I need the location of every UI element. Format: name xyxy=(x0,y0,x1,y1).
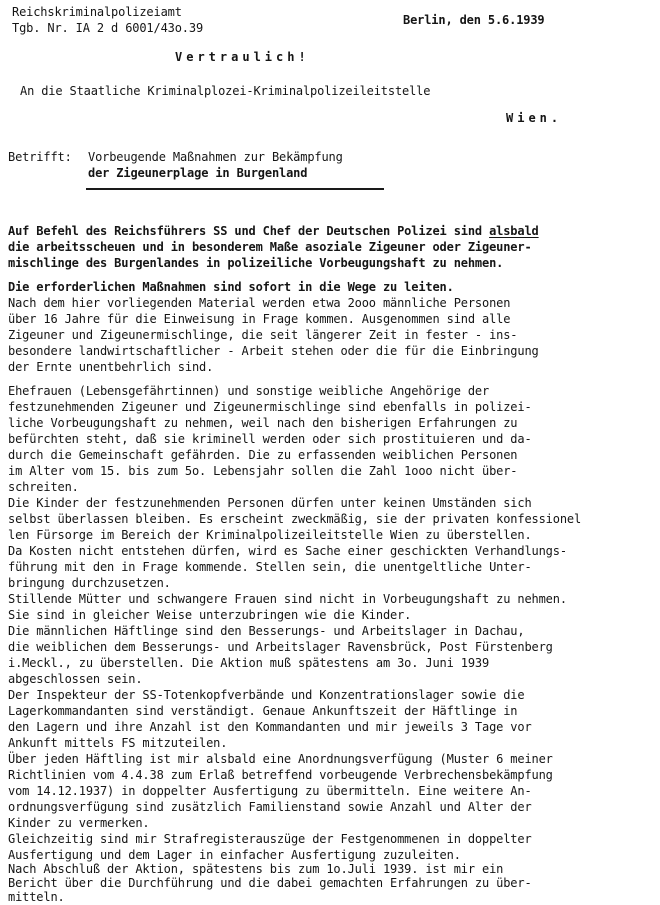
subject-label: Betrifft: xyxy=(8,150,72,164)
classification-mark: Vertraulich! xyxy=(175,50,310,64)
body-line xyxy=(8,224,539,239)
body-line: Ankunft mittels FS mitzuteilen. xyxy=(8,736,228,750)
body-line: der Ernte unentbehrlich sind. xyxy=(8,360,214,374)
body-line: Der Inspekteur der SS-Totenkopfverbände und Konzentrationslager sowie die xyxy=(8,688,525,702)
body-line: die weiblichen dem Besserungs- und Arbeitslager Ravensbrück, Post Fürstenberg xyxy=(8,640,553,654)
reference-number: Tgb. Nr. IA 2 d 6001/43o.39 xyxy=(12,21,204,35)
body-line: Nach Abschluß der Aktion, spätestens bis zum 1o.Juli 1939. ist mir ein xyxy=(8,862,504,876)
body-line: Über jeden Häftling ist mir alsbald eine Anordnungsverfügung (Muster 6 meiner xyxy=(8,752,553,766)
body-line: Gleichzeitig sind mir Strafregisterauszüge der Festgenommenen in doppelter xyxy=(8,832,532,846)
body-line: die arbeitsscheuen und in besonderem Maße asoziale Zigeuner oder Zigeuner- xyxy=(8,240,532,254)
body-line: Da Kosten nicht entstehen dürfen, wird es Sache einer geschickten Verhandlungs- xyxy=(8,544,567,558)
body-line: führung mit den in Frage kommende. Stellen sein, die unentgeltliche Unter- xyxy=(8,560,532,574)
body-text: Auf Befehl des Reichsführers SS und Chef der Deutschen Polizei sind xyxy=(8,224,490,238)
body-line: Lagerkommandanten sind verständigt. Genaue Ankunftszeit der Häftlinge in xyxy=(8,704,518,718)
body-line: Zigeuner und Zigeunermischlinge, die seit längerer Zeit in fester - ins- xyxy=(8,328,518,342)
body-line: bringung durchzusetzen. xyxy=(8,576,171,590)
subject-line-1: Vorbeugende Maßnahmen zur Bekämpfung xyxy=(88,150,343,164)
addressee-line: An die Staatliche Kriminalplozei-Kriminalpolizeileitstelle xyxy=(20,84,431,98)
body-line: Die männlichen Häftlinge sind den Besserungs- und Arbeitslager in Dachau, xyxy=(8,624,525,638)
body-line: ordnungsverfügung sind zusätzlich Familienstand sowie Anzahl und Alter der xyxy=(8,800,532,814)
body-line: mitteln. xyxy=(8,890,65,904)
body-line: im Alter vom 15. bis zum 5o. Lebensjahr sollen die Zahl 1ooo nicht über- xyxy=(8,464,518,478)
body-line: Kinder zu vermerken. xyxy=(8,816,150,830)
emphasis-alsbald: alsbald xyxy=(489,224,539,238)
body-line: vom 14.12.1937) in doppelter Ausfertigung zu übermitteln. Eine weitere An- xyxy=(8,784,532,798)
body-line: Sie sind in gleicher Weise unterzubringen wie die Kinder. xyxy=(8,608,412,622)
body-line: durch die Gemeinschaft gefährden. Die zu erfassenden weiblichen Personen xyxy=(8,448,518,462)
body-line: abgeschlossen sein. xyxy=(8,672,143,686)
subject-line-2: der Zigeunerplage in Burgenland xyxy=(88,166,308,180)
body-line: festzunehmenden Zigeuner und Zigeunermischlinge sind ebenfalls in polizei- xyxy=(8,400,532,414)
body-line: i.Meckl., zu überstellen. Die Aktion muß spätestens am 3o. Juni 1939 xyxy=(8,656,490,670)
body-line: mischlinge des Burgenlandes in polizeiliche Vorbeugungshaft zu nehmen. xyxy=(8,256,504,270)
place-date: Berlin, den 5.6.1939 xyxy=(403,13,545,27)
body-line: Die erforderlichen Maßnahmen sind sofort in die Wege zu leiten. xyxy=(8,280,454,294)
body-line: Ausfertigung und dem Lager in einfacher Ausfertigung zuzuleiten. xyxy=(8,848,461,862)
body-line: Richtlinien vom 4.4.38 zum Erlaß betreffend vorbeugende Verbrechensbekämpfung xyxy=(8,768,553,782)
body-line: selbst überlassen bleiben. Es erscheint zweckmäßig, sie der privaten konfessionel xyxy=(8,512,582,526)
body-line: Nach dem hier vorliegenden Material werden etwa 2ooo männliche Personen xyxy=(8,296,511,310)
body-line: Die Kinder der festzunehmenden Personen dürfen unter keinen Umständen sich xyxy=(8,496,532,510)
body-line: den Lagern und ihre Anzahl ist den Kommandanten und mir jeweils 3 Tage vor xyxy=(8,720,532,734)
body-line: besondere landwirtschaftlicher - Arbeit stehen oder die für die Einbringung xyxy=(8,344,539,358)
body-line: befürchten steht, daß sie kriminell werden oder sich prostituieren und da- xyxy=(8,432,532,446)
subject-underline xyxy=(86,188,384,190)
body-line: über 16 Jahre für die Einweisung in Frage kommen. Ausgenommen sind alle xyxy=(8,312,511,326)
body-line: liche Vorbeugungshaft zu nehmen, weil nach den bisherigen Erfahrungen zu xyxy=(8,416,518,430)
sender-office: Reichskriminalpolizeiamt xyxy=(12,5,182,19)
body-line: Ehefrauen (Lebensgefährtinnen) und sonstige weibliche Angehörige der xyxy=(8,384,490,398)
body-line: Bericht über die Durchführung und die dabei gemachten Erfahrungen zu über- xyxy=(8,876,532,890)
body-line: schreiten. xyxy=(8,480,79,494)
addressee-city: Wien. xyxy=(506,111,563,125)
body-line: Stillende Mütter und schwangere Frauen sind nicht in Vorbeugungshaft zu nehmen. xyxy=(8,592,567,606)
body-line: len Fürsorge im Bereich der Kriminalpolizeileitstelle Wien zu überstellen. xyxy=(8,528,532,542)
